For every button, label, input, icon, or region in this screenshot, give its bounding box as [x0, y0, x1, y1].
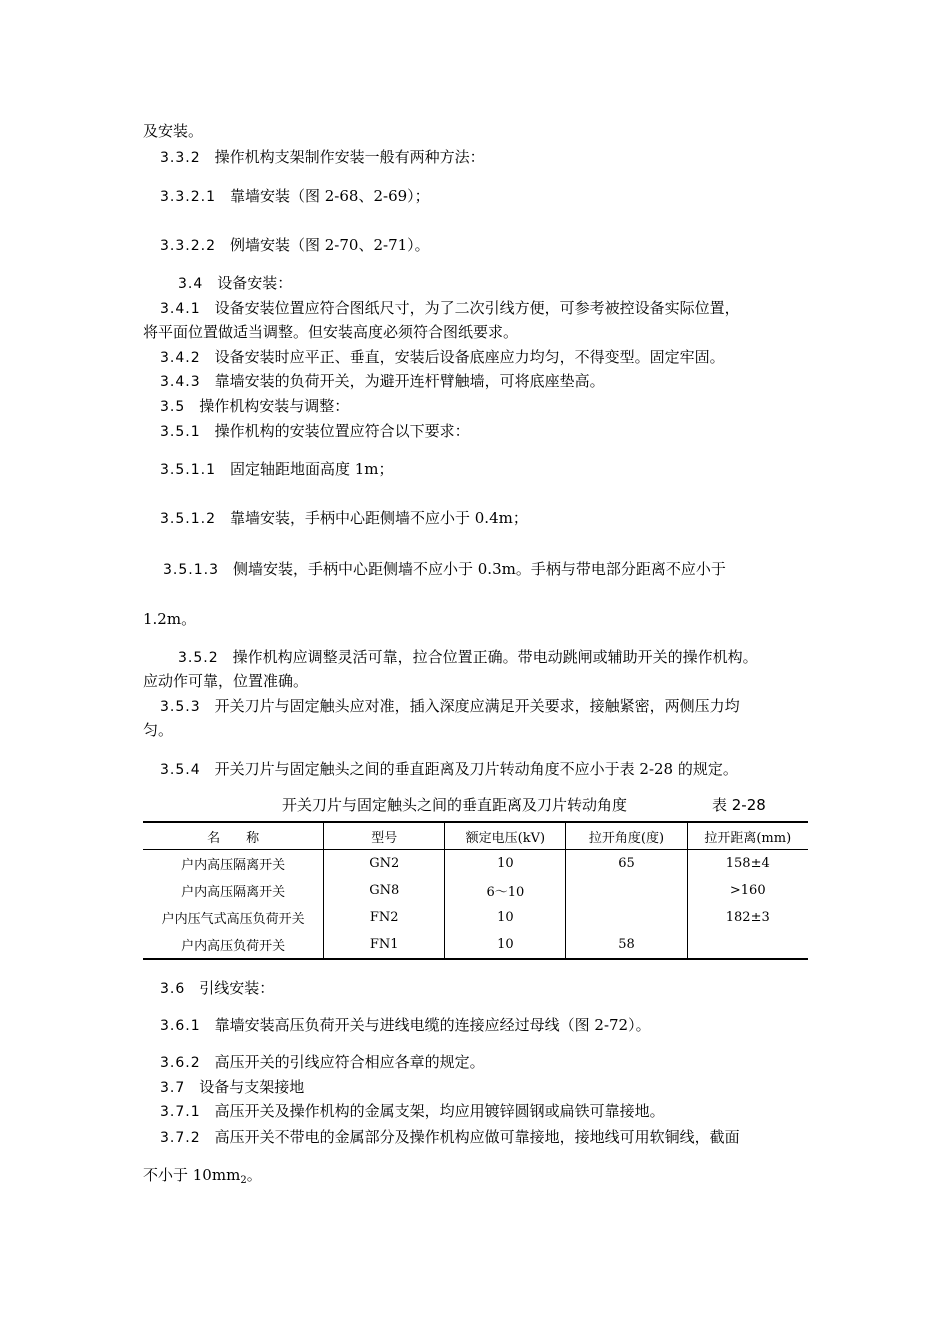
paragraph-3-5: [160, 396, 349, 417]
paragraph-3-5-3: [160, 696, 740, 717]
paragraph-text: 将平面位置做适当调整。但安装高度必须符合图纸要求。: [143, 323, 519, 341]
column-header-distance: 拉开距离(mm): [687, 822, 808, 850]
paragraph-continuation: [143, 121, 203, 141]
paragraph-3-3-2: [160, 147, 485, 168]
column-header-name: 名 称: [143, 822, 324, 850]
table-row: [143, 850, 808, 878]
paragraph-3-4-3: [160, 371, 605, 392]
section-number: 3.3.2.2: [160, 238, 216, 254]
section-number: 3.5.4: [160, 762, 201, 778]
table-header-row: [143, 822, 808, 850]
paragraph-text: 开关刀片与固定触头之间的垂直距离及刀片转动角度不应小于表 2-28 的规定。: [214, 760, 738, 778]
paragraph-continuation: [143, 322, 518, 342]
paragraph-3-5-4: [160, 759, 738, 780]
cell-voltage: 10: [445, 850, 566, 878]
paragraph-text: 靠墙安装高压负荷开关与进线电缆的连接应经过母线（图 2-72）。: [214, 1016, 651, 1034]
paragraph-text: 侧墙安装，手柄中心距侧墙不应小于 0.3m。手柄与带电部分距离不应小于: [232, 560, 726, 578]
section-number: 3.3.2.1: [160, 189, 216, 205]
section-number: 3.7: [160, 1080, 186, 1096]
cell-voltage: 6～10: [445, 877, 566, 904]
paragraph-text: 设备安装时应平正、垂直，安装后设备底座应力均匀，不得变型。固定牢固。: [214, 348, 725, 366]
paragraph-3-5-1-3: [163, 559, 726, 580]
paragraph-text: 操作机构支架制作安装一般有两种方法：: [214, 148, 485, 166]
cell-angle: [566, 904, 687, 931]
paragraph-continuation: [143, 1165, 262, 1191]
cell-model: FN1: [324, 931, 445, 959]
section-number: 3.7.2: [160, 1130, 201, 1146]
paragraph-text: 不小于 10mm: [143, 1166, 241, 1184]
cell-name: 户内压气式高压负荷开关: [161, 912, 305, 927]
section-number: 3.6.1: [160, 1018, 201, 1034]
paragraph-3-5-1-1: [160, 459, 394, 480]
paragraph-text: 操作机构的安装位置应符合以下要求：: [214, 422, 470, 440]
paragraph-text: 操作机构应调整灵活可靠，拉合位置正确。带电动跳闸或辅助开关的操作机构。: [232, 648, 758, 666]
paragraph-text: 靠墙安装（图 2-68、2-69）；: [229, 187, 430, 205]
table-row: [143, 931, 808, 959]
section-number: 3.5.2: [178, 650, 219, 666]
cell-angle: [566, 877, 687, 904]
paragraph-3-6: [160, 978, 274, 999]
table-row: [143, 877, 808, 904]
paragraph-text-end: 。: [246, 1166, 262, 1184]
cell-voltage: 10: [445, 904, 566, 931]
cell-model: GN8: [324, 877, 445, 904]
paragraph-3-6-1: [160, 1015, 651, 1036]
cell-distance: 182±3: [687, 904, 808, 931]
cell-distance: 158±4: [687, 850, 808, 878]
paragraph-text: 高压开关的引线应符合相应各章的规定。: [214, 1053, 485, 1071]
paragraph-text: 设备安装：: [217, 274, 293, 292]
cell-name: 户内高压隔离开关: [181, 858, 286, 873]
paragraph-3-7-1: [160, 1101, 665, 1122]
section-number: 3.7.1: [160, 1104, 201, 1120]
paragraph-text: 及安装。: [143, 122, 204, 140]
paragraph-text: 应动作可靠，位置准确。: [143, 672, 309, 690]
paragraph-text: 引线安装：: [199, 979, 275, 997]
section-number: 3.6: [160, 981, 186, 997]
paragraph-text: 设备安装位置应符合图纸尺寸，为了二次引线方便，可参考被控设备实际位置，: [214, 299, 740, 317]
paragraph-3-4-2: [160, 347, 725, 368]
section-number: 3.6.2: [160, 1055, 201, 1071]
section-number: 3.5.1: [160, 424, 201, 440]
section-number: 3.5.1.3: [163, 562, 219, 578]
cell-distance: >160: [687, 877, 808, 904]
cell-angle: 58: [566, 931, 687, 959]
section-number: 3.4.1: [160, 301, 201, 317]
paragraph-3-3-2-2: [160, 235, 430, 256]
section-number: 3.4: [178, 276, 204, 292]
paragraph-3-4-1: [160, 298, 740, 319]
column-header-model: 型号: [324, 822, 445, 850]
table-row: [143, 904, 808, 931]
paragraph-continuation: [143, 720, 173, 740]
paragraph-text: 高压开关及操作机构的金属支架，均应用镀锌圆钢或扁铁可靠接地。: [214, 1102, 665, 1120]
cell-angle: 65: [566, 850, 687, 878]
paragraph-text: 开关刀片与固定触头应对准，插入深度应满足开关要求，接触紧密，两侧压力均: [214, 697, 740, 715]
section-number: 3.4.3: [160, 374, 201, 390]
paragraph-text: 1.2m。: [143, 610, 197, 628]
cell-model: FN2: [324, 904, 445, 931]
paragraph-text: 设备与支架接地: [199, 1078, 305, 1096]
paragraph-continuation: [143, 671, 308, 691]
paragraph-3-3-2-1: [160, 186, 430, 207]
paragraph-text: 例墙安装（图 2-70、2-71）。: [229, 236, 430, 254]
section-number: 3.5.1.2: [160, 511, 216, 527]
column-header-angle: 拉开角度(度): [566, 822, 687, 850]
subscript: 2: [240, 1175, 247, 1186]
section-number: 3.3.2: [160, 150, 201, 166]
paragraph-continuation: [143, 609, 196, 629]
table-number: 表 2-28: [712, 796, 766, 814]
paragraph-3-4: [178, 273, 292, 294]
paragraph-3-6-2: [160, 1052, 485, 1073]
table-title: 开关刀片与固定触头之间的垂直距离及刀片转动角度: [282, 796, 628, 814]
cell-name: 户内高压隔离开关: [181, 885, 286, 900]
cell-name: 户内高压负荷开关: [143, 931, 324, 959]
paragraph-3-5-1-2: [160, 508, 528, 529]
paragraph-text: 高压开关不带电的金属部分及操作机构应做可靠接地，接地线可用软铜线，截面: [214, 1128, 740, 1146]
paragraph-text: 靠墙安装的负荷开关，为避开连杆臂触墙，可将底座垫高。: [214, 372, 605, 390]
paragraph-text: 操作机构安装与调整：: [199, 397, 350, 415]
paragraph-3-5-2: [178, 647, 758, 668]
column-header-voltage: 额定电压(kV): [445, 822, 566, 850]
section-number: 3.4.2: [160, 350, 201, 366]
switch-parameter-table: [143, 821, 808, 960]
paragraph-text: 匀。: [143, 721, 174, 739]
paragraph-3-7-2: [160, 1127, 740, 1148]
paragraph-text: 靠墙安装，手柄中心距侧墙不应小于 0.4m；: [229, 509, 528, 527]
paragraph-3-5-1: [160, 421, 470, 442]
cell-model: GN2: [324, 850, 445, 878]
cell-distance: [687, 931, 808, 959]
cell-voltage: 10: [445, 931, 566, 959]
section-number: 3.5: [160, 399, 186, 415]
paragraph-3-7: [160, 1077, 304, 1098]
section-number: 3.5.1.1: [160, 462, 216, 478]
section-number: 3.5.3: [160, 699, 201, 715]
paragraph-text: 固定轴距地面高度 1m；: [229, 460, 394, 478]
